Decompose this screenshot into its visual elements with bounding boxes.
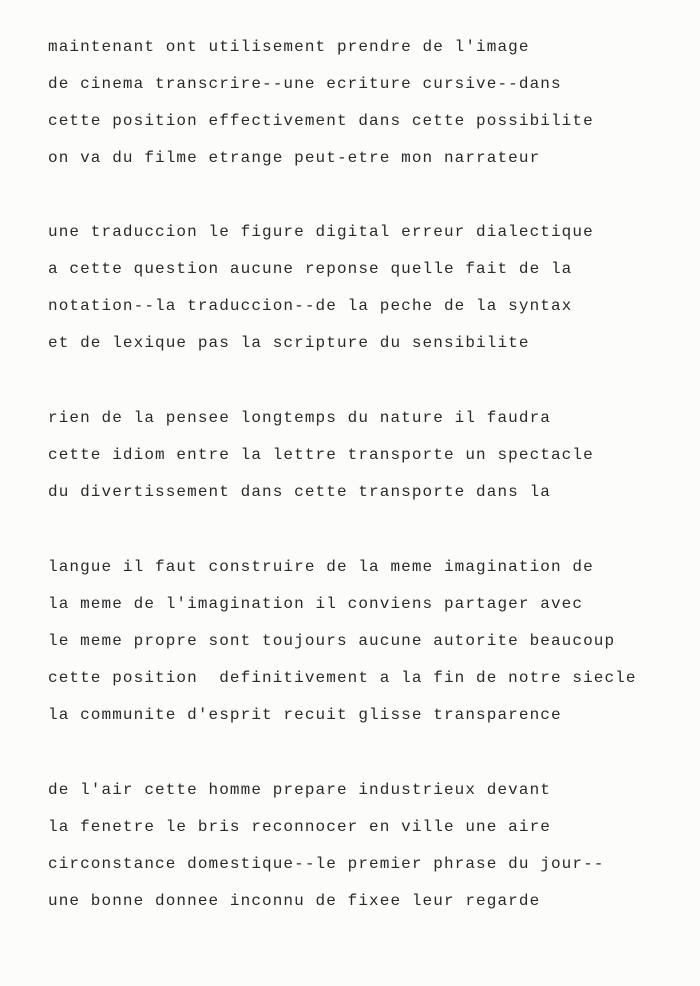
text-line: de cinema transcrire--une ecriture cursive--dans [48, 75, 562, 93]
text-line: une bonne donnee inconnu de fixee leur regarde [48, 892, 541, 910]
text-line: maintenant ont utilisement prendre de l'image [48, 38, 530, 56]
text-line: cette position effectivement dans cette possibilite [48, 112, 594, 130]
text-line: la meme de l'imagination il conviens partager avec [48, 595, 584, 613]
text-line: le meme propre sont toujours aucune autorite beaucoup [48, 632, 616, 650]
text-line: circonstance domestique--le premier phrase du jour-- [48, 855, 605, 873]
text-line: on va du filme etrange peut-etre mon narrateur [48, 149, 541, 167]
text-line: cette idiom entre la lettre transporte un spectacle [48, 446, 594, 464]
text-line: une traduccion le figure digital erreur dialectique [48, 223, 594, 241]
text-line: cette position definitivement a la fin de notre siecle [48, 669, 637, 687]
text-line: langue il faut construire de la meme imagination de [48, 558, 594, 576]
text-line: a cette question aucune reponse quelle fait de la [48, 260, 573, 278]
text-line: du divertissement dans cette transporte dans la [48, 483, 551, 501]
text-line: notation--la traduccion--de la peche de la syntax [48, 297, 573, 315]
text-line: la fenetre le bris reconnocer en ville une aire [48, 818, 551, 836]
text-line: rien de la pensee longtemps du nature il faudra [48, 409, 551, 427]
text-line: de l'air cette homme prepare industrieux devant [48, 781, 551, 799]
text-line: la communite d'esprit recuit glisse transparence [48, 706, 562, 724]
text-line: et de lexique pas la scripture du sensibilite [48, 334, 530, 352]
